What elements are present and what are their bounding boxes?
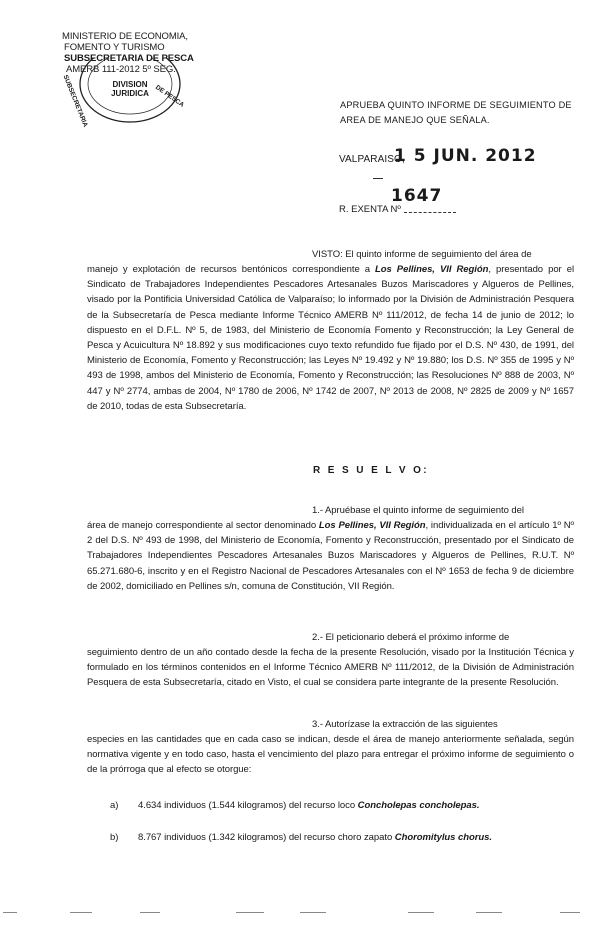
item-2-lead: 2.- El peticionario deberá el próximo informe de xyxy=(312,632,510,643)
scan-mark xyxy=(408,912,434,914)
juridical-stamp xyxy=(61,58,186,129)
handwritten-date: 1 5 JUN. 2012 xyxy=(394,146,537,166)
scan-mark xyxy=(3,912,17,914)
document-subject: APRUEBA QUINTO INFORME DE SEGUIMIENTO DE AREA DE MANEJO QUE SEÑALA. xyxy=(340,100,572,125)
visto-text: , presentado por el Sindicato de Trabajadores Independientes Pescadores Artesanales Buzos Mariscadores y Algueros de Pellines, visado por la Pontificia Universidad Católica de Valparaíso; lo informado por la División de Administración Pesquera de la Subsecretaría de Pesca mediante Informe Técnico AMERB Nº 111/2012, de fecha 14 de junio de 2012; lo dispuesto en el D.F.L. Nº 5, de 1983, del Ministerio de Economía Fomento y Reconstrucción; la Ley General de Pesca y Acuicultura Nº 18.892 y sus modificaciones cuyo texto refundido fue fijado por el D.S. Nº 430, de 1991, del Ministerio de Economía, Fomento y Reconstrucción; las Leyes Nº 19.492 y Nº 19.880; los D.S. Nº 355 de 1995 y Nº 493 de 1998, ambos del Ministerio de Economía, Fomento y Reconstrucción; las Resoluciones Nº 888 de 2003, Nº 447 y Nº 2774, ambas de 2004, Nº 1780 de 2006, Nº 1742 de 2007, Nº 2013 de 2008, Nº 2825 de 2009 y Nº 1657 de 2010, todas de esta Subsecretaría. xyxy=(87,264,575,412)
visto-text: manejo y explotación de recursos bentónicos correspondiente a xyxy=(87,264,376,275)
visto-paragraph xyxy=(87,262,574,414)
ministry-line: AMERB 111-2012 5º SEG. xyxy=(66,64,176,75)
item-1-lead: 1.- Apruébase el quinto informe de seguimiento del xyxy=(312,505,524,516)
item-1-text: , individualizada en el artículo 1º Nº 2 del D.S. Nº 493 de 1998, del Ministerio de Economía, Fomento y Reconstrucción, presentado por el Sindicato de Trabajadores Independientes Pescadores Artesanales Buzos Mariscadores y Algueros de Pellines, R.U.T. Nº 65.271.680-6, inscrito y en el Registro Nacional de Pescadores Artesanales con el Nº 1653 de fecha 9 de diciembre de 2002, domiciliado en Pellines s/n, comuna de Constitución, VII Región. xyxy=(87,520,574,592)
item-3-lead: 3.- Autorízase la extracción de las siguientes xyxy=(312,719,498,730)
ministry-line: SUBSECRETARIA DE PESCA xyxy=(64,53,194,64)
stamp-label-top: DIVISION xyxy=(112,80,148,89)
item-1-sector: Los Pellines, VII Región xyxy=(318,520,426,531)
scan-mark xyxy=(140,912,160,914)
scan-mark xyxy=(70,912,92,914)
ministry-line: MINISTERIO DE ECONOMIA, xyxy=(62,31,188,42)
item-1-text: área de manejo correspondiente al sector denominado xyxy=(87,520,319,531)
list-marker: a) xyxy=(110,800,119,811)
list-item-text: 4.634 individuos (1.544 kilogramos) del recurso loco xyxy=(138,800,358,811)
stamp-arc-right: DE PESCA xyxy=(153,84,186,109)
stamp-label-bottom: JURIDICA xyxy=(111,89,149,98)
resolution-number: 1647 xyxy=(391,186,443,206)
resuelvo-heading: R E S U E L V O: xyxy=(313,465,430,476)
species-name: Choromitylus chorus. xyxy=(394,832,492,843)
scan-mark xyxy=(476,912,502,914)
scan-mark xyxy=(560,912,580,914)
item-1-body xyxy=(87,518,574,594)
resolution-label: R. EXENTA Nº xyxy=(339,204,401,215)
list-marker: b) xyxy=(110,832,119,843)
list-item-text: 8.767 individuos (1.342 kilogramos) del recurso choro zapato xyxy=(138,832,395,843)
place: VALPARAISO, xyxy=(339,154,405,165)
divider xyxy=(373,178,383,179)
list-item-a xyxy=(110,798,580,813)
scan-mark xyxy=(236,912,264,914)
item-2-body: seguimiento dentro de un año contado desde la fecha de la presente Resolución, visado por la Institución Técnica y formulado en los términos contenidos en el Informe Técnico AMERB Nº 111/2012, de la División de Administración Pesquera de esta Subsecretaría, citado en Visto, el cual se considera parte integrante de la presente Resolución. xyxy=(87,647,574,689)
visto-sector: Los Pellines, VII Región xyxy=(375,264,489,275)
visto-lead: VISTO: El quinto informe de seguimiento del área de xyxy=(312,249,532,260)
resolution-underline xyxy=(404,212,456,213)
list-item-b xyxy=(110,830,580,845)
ministry-line: FOMENTO Y TURISMO xyxy=(64,42,165,53)
item-3-body: especies en las cantidades que en cada caso se indican, desde el área de manejo anteriormente señalada, según normativa vigente y en todo caso, hasta el vencimiento del plazo para entregar el próximo informe de seguimiento o de la prórroga que al efecto se otorgue: xyxy=(87,734,574,776)
species-name: Concholepas concholepas. xyxy=(357,800,480,811)
scan-mark xyxy=(300,912,326,914)
stamp-arc-left: SUBSECRETARIA xyxy=(61,74,89,129)
